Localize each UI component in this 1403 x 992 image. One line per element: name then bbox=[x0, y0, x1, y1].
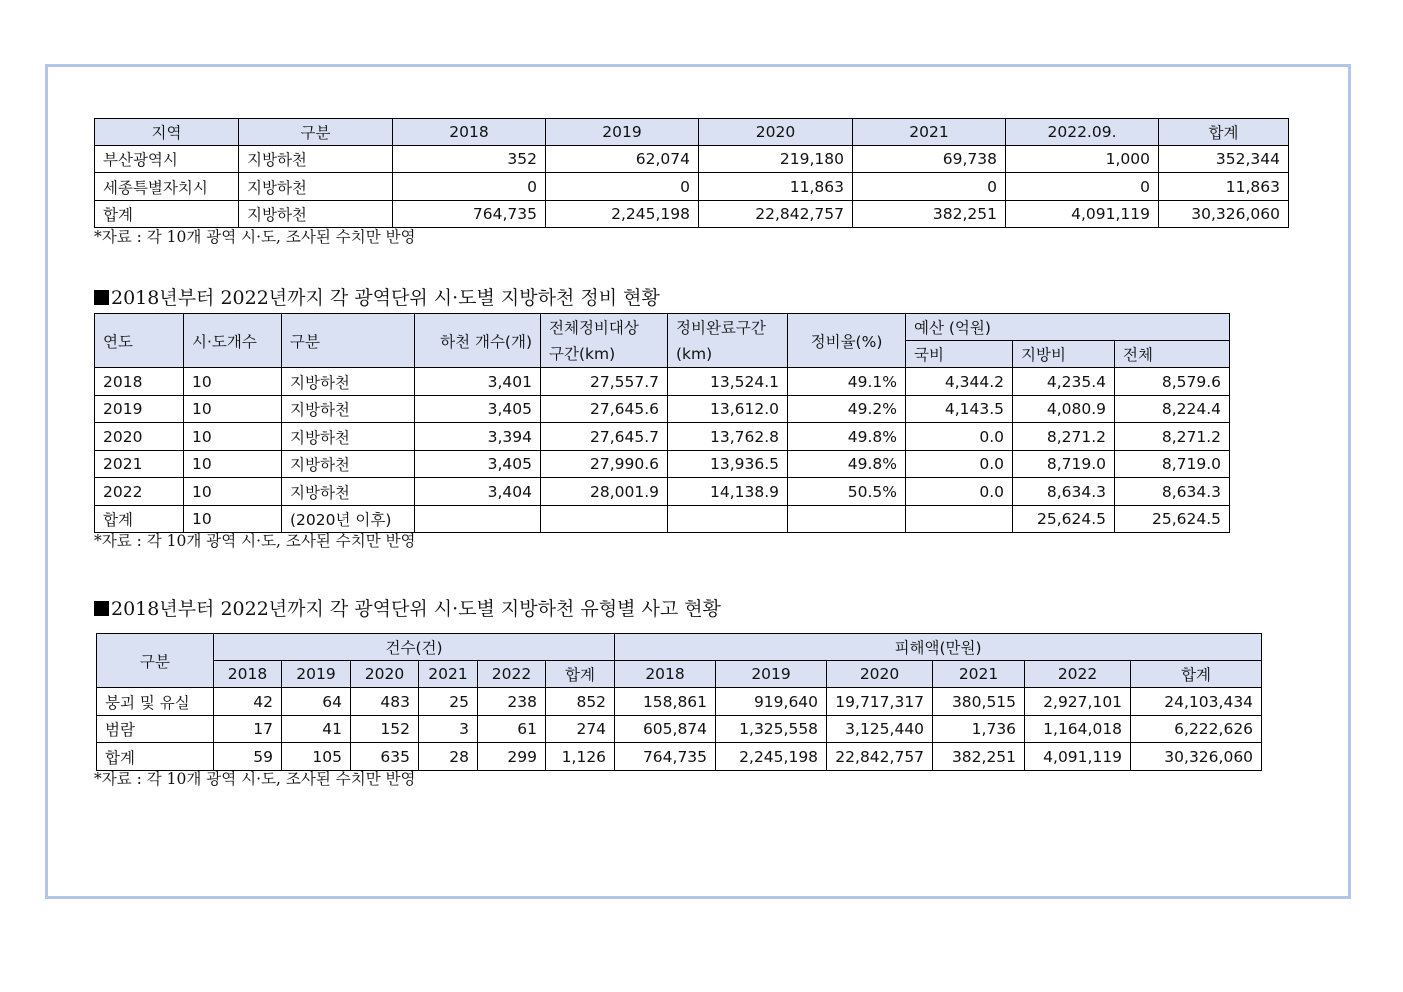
header-rate: 정비율(%) bbox=[788, 314, 906, 368]
cell: 0.0 bbox=[906, 478, 1013, 506]
cell: 64 bbox=[282, 688, 351, 716]
cell: 2,245,198 bbox=[546, 201, 699, 228]
header-cases-year: 2020 bbox=[351, 661, 419, 688]
cell: 0.0 bbox=[906, 451, 1013, 478]
table-header-row bbox=[95, 314, 1230, 341]
cell: 2019 bbox=[95, 396, 184, 423]
cell: 11,863 bbox=[1159, 173, 1289, 201]
cell: 4,091,119 bbox=[1006, 201, 1159, 228]
cell: 919,640 bbox=[716, 688, 827, 716]
header-damage-year: 2021 bbox=[933, 661, 1025, 688]
cell: 0 bbox=[393, 173, 546, 201]
table-header-row bbox=[97, 661, 1262, 688]
table-row bbox=[95, 396, 1230, 423]
table-row bbox=[95, 201, 1289, 228]
cell: 62,074 bbox=[546, 146, 699, 173]
cell: 25,624.5 bbox=[1013, 506, 1115, 533]
cell: 30,326,060 bbox=[1159, 201, 1289, 228]
header-year: 연도 bbox=[95, 314, 184, 368]
section-title bbox=[94, 283, 660, 310]
cell: 352 bbox=[393, 146, 546, 173]
cell: 범람 bbox=[97, 716, 214, 743]
cell: 14,138.9 bbox=[668, 478, 788, 506]
cell: 13,524.1 bbox=[668, 368, 788, 396]
table-row bbox=[95, 173, 1289, 201]
header-region: 지역 bbox=[95, 119, 239, 146]
cell: 지방하천 bbox=[282, 451, 415, 478]
cell bbox=[788, 506, 906, 533]
cell: 8,271.2 bbox=[1013, 423, 1115, 451]
header-damage-year: 2022 bbox=[1025, 661, 1131, 688]
cell: 69,738 bbox=[853, 146, 1006, 173]
cell: 세종특별자치시 bbox=[95, 173, 239, 201]
table-row bbox=[97, 688, 1262, 716]
cell: 4,344.2 bbox=[906, 368, 1013, 396]
section-title bbox=[94, 594, 721, 621]
header-2020: 2020 bbox=[699, 119, 853, 146]
cell: 22,842,757 bbox=[699, 201, 853, 228]
cell: 25 bbox=[419, 688, 478, 716]
cell: 10 bbox=[184, 396, 282, 423]
square-bullet-icon bbox=[94, 290, 109, 305]
cell: 41 bbox=[282, 716, 351, 743]
cell: 6,222,626 bbox=[1131, 716, 1262, 743]
cell: 50.5% bbox=[788, 478, 906, 506]
header-target-line2: 구간(km) bbox=[549, 344, 616, 363]
cell: 3,405 bbox=[415, 451, 541, 478]
header-damage-year: 2018 bbox=[615, 661, 716, 688]
cell: 8,224.4 bbox=[1115, 396, 1230, 423]
square-bullet-icon bbox=[94, 601, 109, 616]
cell: 3,125,440 bbox=[827, 716, 933, 743]
cell: 10 bbox=[184, 506, 282, 533]
table-header-row bbox=[97, 634, 1262, 661]
cell: 382,251 bbox=[933, 743, 1025, 771]
cell bbox=[541, 506, 668, 533]
header-cases-year: 2021 bbox=[419, 661, 478, 688]
header-done-line2: (km) bbox=[676, 344, 713, 363]
cell: 8,719.0 bbox=[1115, 451, 1230, 478]
header-budget: 예산 (억원) bbox=[906, 314, 1230, 341]
header-local: 지방비 bbox=[1013, 341, 1115, 368]
table-row bbox=[97, 716, 1262, 743]
cell: 17 bbox=[214, 716, 282, 743]
cell: 605,874 bbox=[615, 716, 716, 743]
cell: 13,762.8 bbox=[668, 423, 788, 451]
header-damage-year: 2020 bbox=[827, 661, 933, 688]
table-row bbox=[95, 478, 1230, 506]
table-row bbox=[95, 506, 1230, 533]
header-damage-year: 2019 bbox=[716, 661, 827, 688]
cell: 219,180 bbox=[699, 146, 853, 173]
cell: 105 bbox=[282, 743, 351, 771]
cell: 8,271.2 bbox=[1115, 423, 1230, 451]
cell: 8,719.0 bbox=[1013, 451, 1115, 478]
header-count: 시·도개수 bbox=[184, 314, 282, 368]
cell: 49.8% bbox=[788, 451, 906, 478]
cell: 635 bbox=[351, 743, 419, 771]
cell: 152 bbox=[351, 716, 419, 743]
cell: 27,645.7 bbox=[541, 423, 668, 451]
cell: 지방하천 bbox=[282, 396, 415, 423]
header-national: 국비 bbox=[906, 341, 1013, 368]
cell: 지방하천 bbox=[239, 201, 393, 228]
header-total: 전체 bbox=[1115, 341, 1230, 368]
cell: 299 bbox=[478, 743, 546, 771]
cell: 0 bbox=[853, 173, 1006, 201]
cell: 59 bbox=[214, 743, 282, 771]
section-title-text: 2018년부터 2022년까지 각 광역단위 시·도별 지방하천 정비 현황 bbox=[111, 287, 660, 309]
cell: 1,325,558 bbox=[716, 716, 827, 743]
header-target-line1: 전체정비대상 bbox=[549, 318, 639, 337]
cell: 지방하천 bbox=[282, 423, 415, 451]
cell: 10 bbox=[184, 478, 282, 506]
cell: 13,936.5 bbox=[668, 451, 788, 478]
cell: 42 bbox=[214, 688, 282, 716]
header-cases-year: 2019 bbox=[282, 661, 351, 688]
header-type: 구분 bbox=[97, 634, 214, 688]
cell: 2022 bbox=[95, 478, 184, 506]
header-2021: 2021 bbox=[853, 119, 1006, 146]
cell: 28,001.9 bbox=[541, 478, 668, 506]
table-3 bbox=[96, 633, 1262, 771]
cell: 274 bbox=[546, 716, 615, 743]
cell: 25,624.5 bbox=[1115, 506, 1230, 533]
cell: 합계 bbox=[95, 506, 184, 533]
header-cases-total: 합계 bbox=[546, 661, 615, 688]
cell bbox=[906, 506, 1013, 533]
table-row bbox=[95, 146, 1289, 173]
cell: 1,736 bbox=[933, 716, 1025, 743]
source-note: *자료 : 각 10개 광역 시·도, 조사된 수치만 반영 bbox=[94, 770, 416, 788]
cell: 764,735 bbox=[393, 201, 546, 228]
cell: 24,103,434 bbox=[1131, 688, 1262, 716]
cell: 4,235.4 bbox=[1013, 368, 1115, 396]
cell: 158,861 bbox=[615, 688, 716, 716]
header-total: 합계 bbox=[1159, 119, 1289, 146]
source-note: *자료 : 각 10개 광역 시·도, 조사된 수치만 반영 bbox=[94, 532, 416, 550]
cell: 2021 bbox=[95, 451, 184, 478]
cell: 8,579.6 bbox=[1115, 368, 1230, 396]
cell: 2,927,101 bbox=[1025, 688, 1131, 716]
cell: 지방하천 bbox=[282, 368, 415, 396]
cell: 2,245,198 bbox=[716, 743, 827, 771]
cell: 30,326,060 bbox=[1131, 743, 1262, 771]
cell: 8,634.3 bbox=[1013, 478, 1115, 506]
cell: 3,394 bbox=[415, 423, 541, 451]
header-cases-year: 2022 bbox=[478, 661, 546, 688]
cell: 483 bbox=[351, 688, 419, 716]
cell: 382,251 bbox=[853, 201, 1006, 228]
cell: 852 bbox=[546, 688, 615, 716]
cell bbox=[415, 506, 541, 533]
header-damage: 피해액(만원) bbox=[615, 634, 1262, 661]
cell: 10 bbox=[184, 368, 282, 396]
cell: 지방하천 bbox=[239, 146, 393, 173]
table-row bbox=[95, 451, 1230, 478]
cell: 61 bbox=[478, 716, 546, 743]
header-2022: 2022.09. bbox=[1006, 119, 1159, 146]
header-done-line1: 정비완료구간 bbox=[676, 318, 766, 337]
header-target bbox=[541, 314, 668, 368]
cell bbox=[668, 506, 788, 533]
cell: 49.8% bbox=[788, 423, 906, 451]
cell: 238 bbox=[478, 688, 546, 716]
cell: 2018 bbox=[95, 368, 184, 396]
table-row bbox=[95, 423, 1230, 451]
cell: 11,863 bbox=[699, 173, 853, 201]
header-2018: 2018 bbox=[393, 119, 546, 146]
cell: 10 bbox=[184, 451, 282, 478]
section-title-text: 2018년부터 2022년까지 각 광역단위 시·도별 지방하천 유형별 사고 현황 bbox=[111, 598, 721, 620]
table-header-row bbox=[95, 119, 1289, 146]
table-row bbox=[97, 743, 1262, 771]
cell: 1,126 bbox=[546, 743, 615, 771]
cell: 764,735 bbox=[615, 743, 716, 771]
cell: 8,634.3 bbox=[1115, 478, 1230, 506]
cell: (2020년 이후) bbox=[282, 506, 415, 533]
table-row bbox=[95, 368, 1230, 396]
cell: 49.1% bbox=[788, 368, 906, 396]
cell: 380,515 bbox=[933, 688, 1025, 716]
cell: 352,344 bbox=[1159, 146, 1289, 173]
table-2 bbox=[94, 313, 1230, 533]
cell: 0 bbox=[546, 173, 699, 201]
cell: 28 bbox=[419, 743, 478, 771]
source-note: *자료 : 각 10개 광역 시·도, 조사된 수치만 반영 bbox=[94, 228, 416, 246]
cell: 3,401 bbox=[415, 368, 541, 396]
header-cases: 건수(건) bbox=[214, 634, 615, 661]
cell: 19,717,317 bbox=[827, 688, 933, 716]
cell: 부산광역시 bbox=[95, 146, 239, 173]
header-type: 구분 bbox=[239, 119, 393, 146]
table-1 bbox=[94, 118, 1289, 228]
cell: 27,645.6 bbox=[541, 396, 668, 423]
cell: 지방하천 bbox=[282, 478, 415, 506]
cell: 27,557.7 bbox=[541, 368, 668, 396]
cell: 지방하천 bbox=[239, 173, 393, 201]
cell: 3 bbox=[419, 716, 478, 743]
cell: 4,143.5 bbox=[906, 396, 1013, 423]
header-done bbox=[668, 314, 788, 368]
cell: 13,612.0 bbox=[668, 396, 788, 423]
header-cases-year: 2018 bbox=[214, 661, 282, 688]
cell: 10 bbox=[184, 423, 282, 451]
cell: 1,000 bbox=[1006, 146, 1159, 173]
cell: 4,091,119 bbox=[1025, 743, 1131, 771]
cell: 3,405 bbox=[415, 396, 541, 423]
cell: 0 bbox=[1006, 173, 1159, 201]
cell: 3,404 bbox=[415, 478, 541, 506]
header-damage-total: 합계 bbox=[1131, 661, 1262, 688]
cell: 49.2% bbox=[788, 396, 906, 423]
cell: 4,080.9 bbox=[1013, 396, 1115, 423]
cell: 붕괴 및 유실 bbox=[97, 688, 214, 716]
cell: 2020 bbox=[95, 423, 184, 451]
header-rivers: 하천 개수(개) bbox=[415, 314, 541, 368]
cell: 22,842,757 bbox=[827, 743, 933, 771]
cell: 1,164,018 bbox=[1025, 716, 1131, 743]
cell: 합계 bbox=[95, 201, 239, 228]
cell: 합계 bbox=[97, 743, 214, 771]
cell: 0.0 bbox=[906, 423, 1013, 451]
header-type: 구분 bbox=[282, 314, 415, 368]
cell: 27,990.6 bbox=[541, 451, 668, 478]
header-2019: 2019 bbox=[546, 119, 699, 146]
